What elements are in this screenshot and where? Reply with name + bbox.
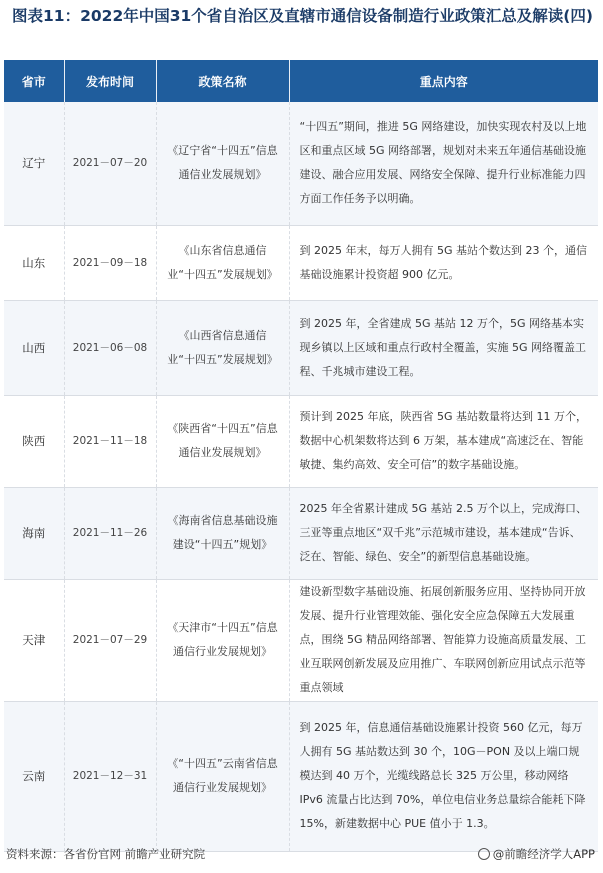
cell-content: 预计到 2025 年底，陕西省 5G 基站数量将达到 11 万个，数据中心机架数将达到 6 万架，基本建成“高速泛在、智能敏捷、集约高效、安全可信”的数字基础设施。	[289, 395, 598, 487]
cell-date: 2021－12－31	[64, 701, 156, 851]
table-row	[4, 487, 598, 579]
table-row	[4, 102, 598, 225]
cell-policy: 《“十四五”云南省信息通信行业发展规划》	[156, 701, 289, 851]
table-row	[4, 225, 598, 300]
cell-province: 山东	[4, 225, 64, 300]
header-content: 重点内容	[289, 60, 598, 102]
cell-date: 2021－07－20	[64, 102, 156, 225]
cell-date: 2021－09－18	[64, 225, 156, 300]
cell-province: 山西	[4, 300, 64, 395]
table-row	[4, 300, 598, 395]
table-row	[4, 395, 598, 487]
cell-policy: 《陕西省“十四五”信息通信业发展规划》	[156, 395, 289, 487]
cell-date: 2021－07－29	[64, 579, 156, 701]
page-title: 图表11：2022年中国31个省自治区及直辖市通信设备制造行业政策汇总及解读(四)	[12, 7, 593, 25]
cell-date: 2021－11－18	[64, 395, 156, 487]
header-province: 省市	[4, 60, 64, 102]
table-row	[4, 701, 598, 851]
table-row	[4, 579, 598, 701]
cell-date: 2021－11－26	[64, 487, 156, 579]
header-date: 发布时间	[64, 60, 156, 102]
cell-province: 云南	[4, 701, 64, 851]
policy-table	[4, 60, 598, 852]
cell-province: 天津	[4, 579, 64, 701]
cell-date: 2021－06－08	[64, 300, 156, 395]
cell-policy: 《山东省信息通信业“十四五”发展规划》	[156, 225, 289, 300]
cell-policy: 《海南省信息基础设施建设“十四五”规划》	[156, 487, 289, 579]
source-note: 资料来源：各省份官网 前瞻产业研究院	[6, 847, 206, 861]
brand-logo-icon	[478, 848, 490, 860]
cell-content: 到 2025 年末，每万人拥有 5G 基站个数达到 23 个，通信基础设施累计投资超 900 亿元。	[289, 225, 598, 300]
cell-content: 到 2025 年，信息通信基础设施累计投资 560 亿元，每万人拥有 5G 基站数达到 30 个，10G－PON 及以上端口规模达到 40 万个，光缆线路总长 325 万公里，移动网络 IPv6 流量占比达到 70%，单位电信业务总量综合能耗下降 15%，新建数据中心 PUE 值小于 1.3。	[289, 701, 598, 851]
header-policy: 政策名称	[156, 60, 289, 102]
brand-credit	[478, 846, 595, 862]
cell-policy: 《山西省信息通信业“十四五”发展规划》	[156, 300, 289, 395]
cell-content: “十四五”期间，推进 5G 网络建设，加快实现农村及以上地区和重点区域 5G 网络部署，规划对未来五年通信基础设施建设、融合应用发展、网络安全保障、提升行业标准能力四方面工作任务予以明确。	[289, 102, 598, 225]
cell-content: 2025 年全省累计建成 5G 基站 2.5 万个以上，完成海口、三亚等重点地区“双千兆”示范城市建设，基本建成“告诉、泛在、智能、绿色、安全”的新型信息基础设施。	[289, 487, 598, 579]
cell-province: 海南	[4, 487, 64, 579]
cell-province: 辽宁	[4, 102, 64, 225]
brand-text: @前瞻经济学人APP	[492, 847, 595, 861]
cell-policy: 《辽宁省“十四五”信息通信业发展规划》	[156, 102, 289, 225]
table-header-row	[4, 60, 598, 102]
cell-province: 陕西	[4, 395, 64, 487]
cell-policy: 《天津市“十四五”信息通信行业发展规划》	[156, 579, 289, 701]
cell-content: 到 2025 年，全省建成 5G 基站 12 万个，5G 网络基本实现乡镇以上区域和重点行政村全覆盖，实施 5G 网络覆盖工程、千兆城市建设工程。	[289, 300, 598, 395]
cell-content: 建设新型数字基础设施、拓展创新服务应用、坚持协同开放发展、提升行业管理效能、强化安全应急保障五大发展重点，围绕 5G 精品网络部署、智能算力设施高质量发展、工业互联网创新发展及应用推广、车联网创新应用试点示范等重点领域	[289, 579, 598, 701]
